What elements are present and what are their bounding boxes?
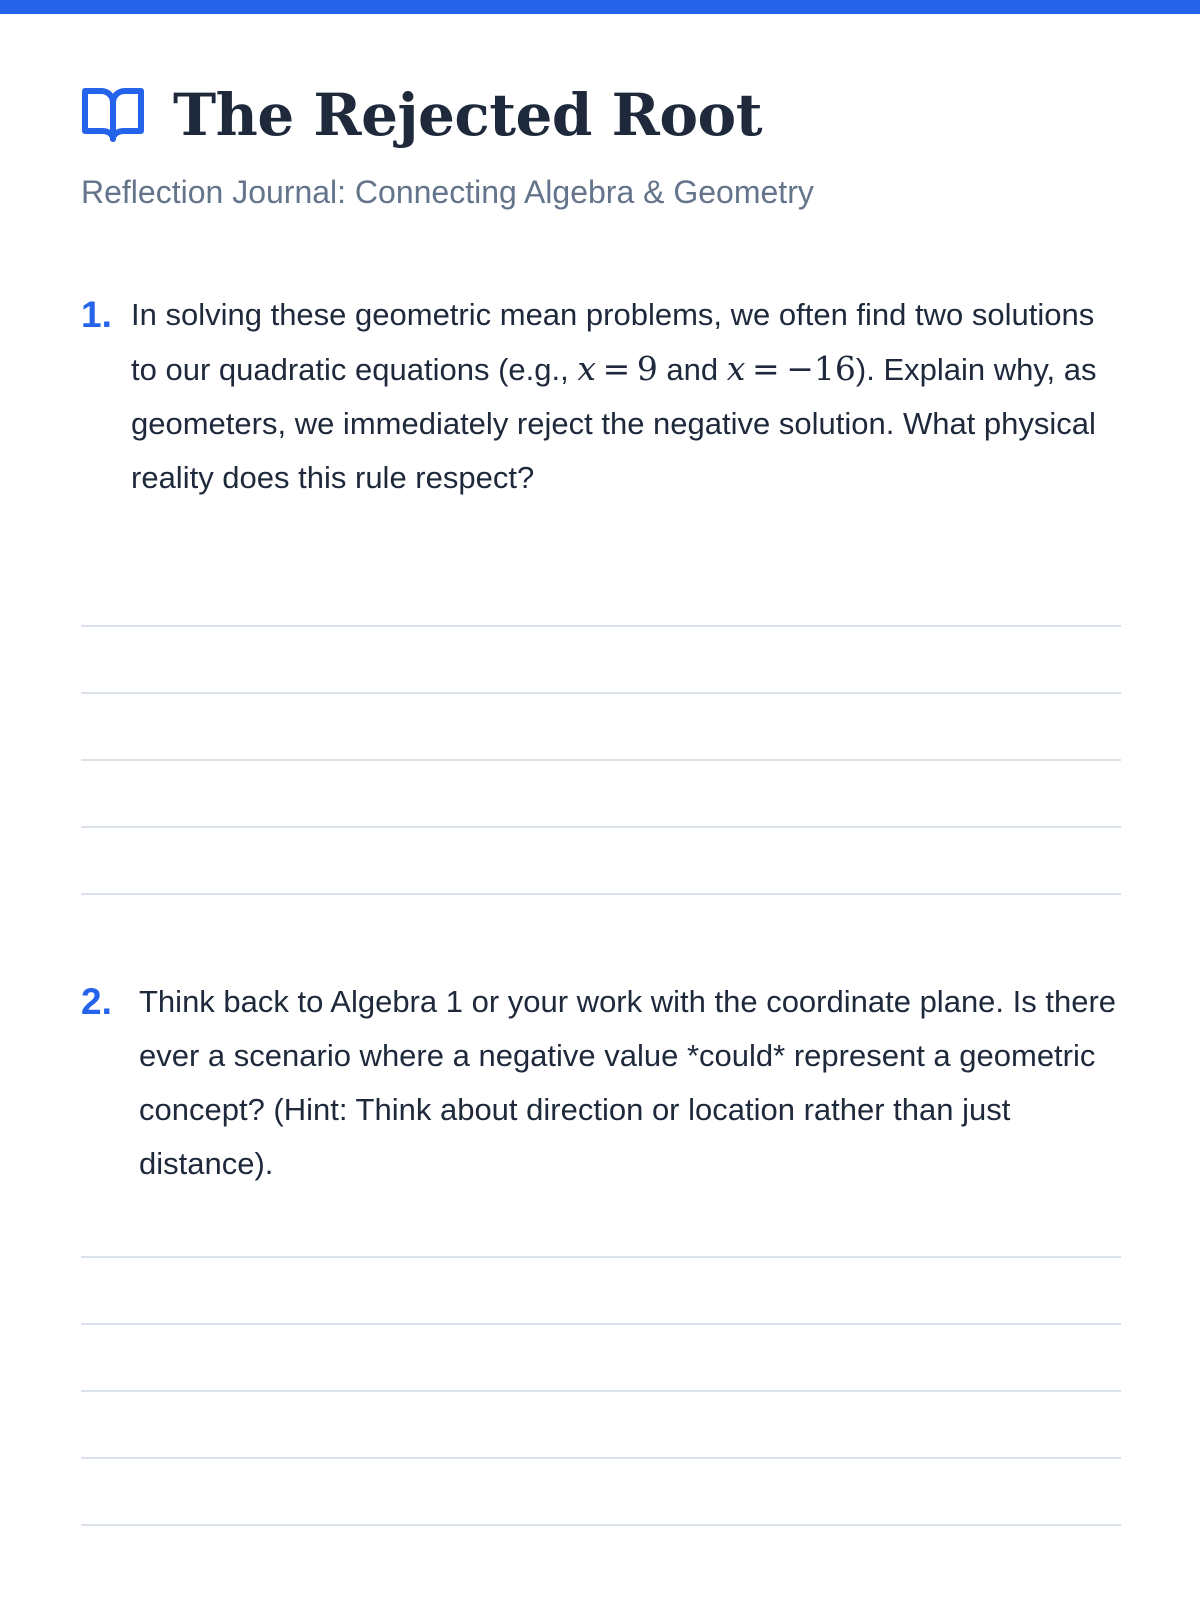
page-title: The Rejected Root bbox=[173, 81, 763, 149]
answer-line[interactable] bbox=[81, 1457, 1121, 1459]
question-text: Think back to Algebra 1 or your work with the coordinate plane. Is there ever a scenario where a negative value *could* represent a geometric concept? (Hint: Think about direction or location rather than just distance). bbox=[139, 984, 1117, 1181]
answer-line[interactable] bbox=[81, 625, 1121, 627]
answer-line[interactable] bbox=[81, 893, 1121, 895]
math-expression-x-equals-neg16: x = −16 bbox=[726, 349, 856, 388]
question-1 bbox=[81, 288, 1121, 505]
answer-line[interactable] bbox=[81, 1323, 1121, 1325]
answer-line[interactable] bbox=[81, 826, 1121, 828]
question-text-part: ). Explain why, as geometers, we immediately reject the negative solution. What physical reality does this rule respect? bbox=[131, 352, 1097, 495]
question-number: 1. bbox=[81, 294, 112, 335]
answer-line[interactable] bbox=[81, 1524, 1121, 1526]
answer-line[interactable] bbox=[81, 1390, 1121, 1392]
page-header bbox=[81, 80, 1121, 212]
question-2 bbox=[81, 975, 1121, 1191]
page-subtitle: Reflection Journal: Connecting Algebra & Geometry bbox=[81, 174, 814, 210]
math-expression-x-equals-9: x = 9 bbox=[577, 349, 658, 388]
answer-line[interactable] bbox=[81, 692, 1121, 694]
question-number: 2. bbox=[81, 981, 112, 1022]
question-text bbox=[131, 288, 1121, 505]
question-text-part: and bbox=[657, 352, 727, 387]
answer-line[interactable] bbox=[81, 1256, 1121, 1258]
answer-line[interactable] bbox=[81, 759, 1121, 761]
answer-lines-question-1[interactable] bbox=[81, 625, 1121, 960]
title-row bbox=[81, 80, 1121, 150]
answer-lines-question-2[interactable] bbox=[81, 1256, 1121, 1591]
question-text-part: In solving these geometric mean problems, we often find two solutions to our quadratic equations (e.g., bbox=[131, 297, 1095, 387]
open-book-icon bbox=[81, 85, 145, 145]
top-accent-bar bbox=[0, 0, 1200, 14]
